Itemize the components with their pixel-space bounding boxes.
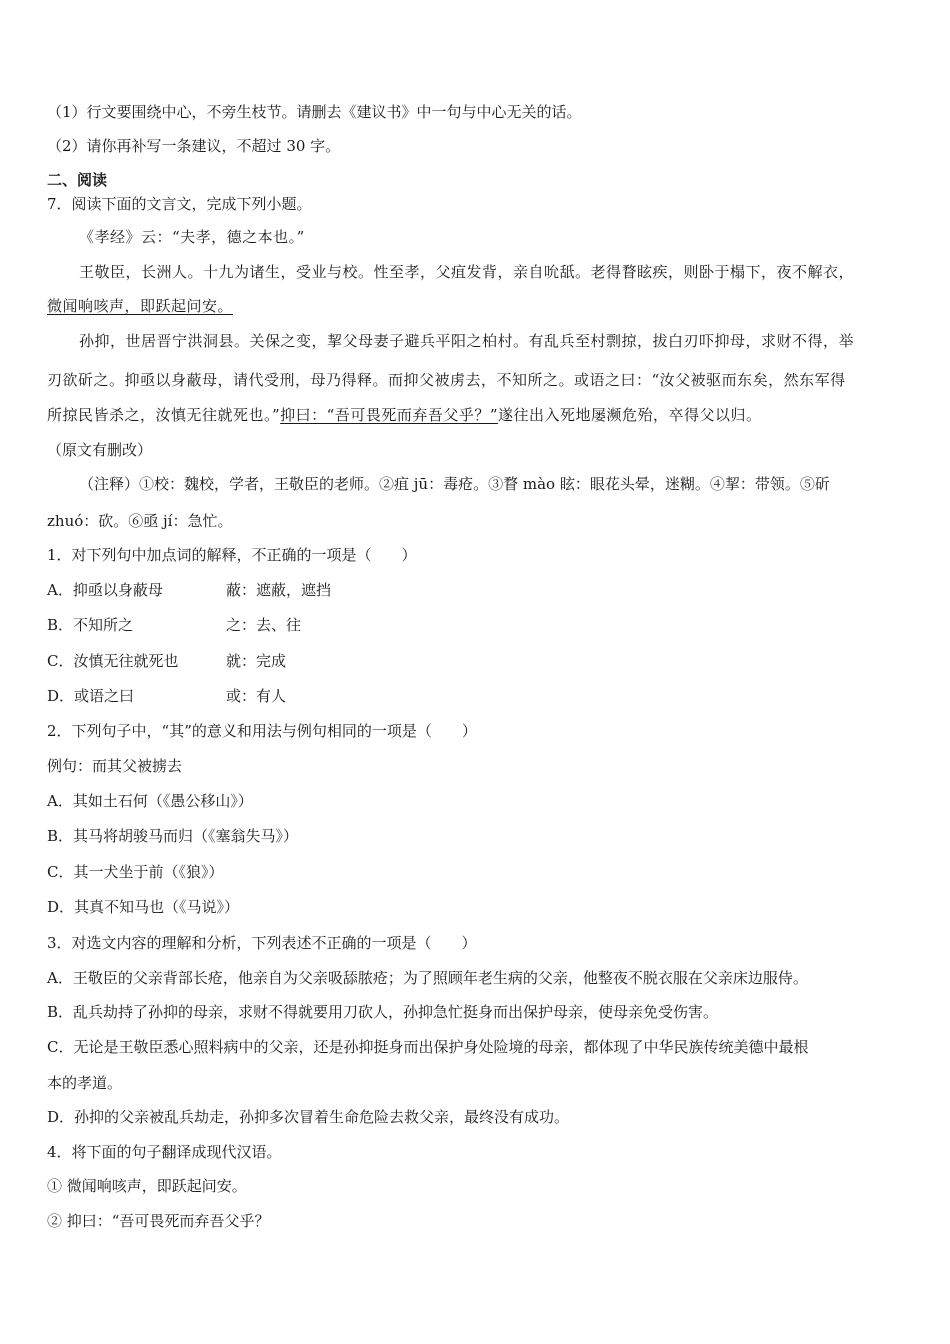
sub3-option-c-line-2: 本的孝道。 bbox=[47, 1074, 123, 1092]
sub1-option-c: C．汝慎无往就死也 bbox=[47, 652, 179, 670]
sub3-option-c-line-1: C．无论是王敬臣悉心照料病中的父亲，还是孙抑挺身而出保护身处险境的母亲，都体现了中华民族传统美德中最根 bbox=[47, 1038, 809, 1056]
sub2-example: 例句：而其父被掳去 bbox=[47, 757, 183, 775]
sub-question-2-stem: 2．下列句子中，“其”的意义和用法与例句相同的一项是（ ） bbox=[47, 722, 477, 740]
passage-sun-line-2: 刃欲斫之。抑亟以身蔽母，请代受刑，母乃得释。而抑父被虏去，不知所之。或语之曰：“汝父被驱而东矣，然东军得 bbox=[47, 371, 846, 389]
sub1-option-b-gloss: 之：去、往 bbox=[226, 616, 302, 634]
sub1-option-b: B．不知所之 bbox=[47, 616, 134, 634]
sub4-item-2: ② 抑曰：“吾可畏死而弃吾父乎？ bbox=[47, 1212, 270, 1230]
sub-question-3-stem: 3．对选文内容的理解和分析，下列表述不正确的一项是（ ） bbox=[47, 934, 477, 952]
sub1-option-a-gloss: 蔽：遮蔽，遮挡 bbox=[226, 581, 332, 599]
passage-sun-line-3 bbox=[47, 405, 762, 425]
sub3-option-d: D．孙抑的父亲被乱兵劫走，孙抑多次冒着生命危险去救父亲，最终没有成功。 bbox=[47, 1108, 570, 1126]
sub-question-4-stem: 4．将下面的句子翻译成现代汉语。 bbox=[47, 1143, 282, 1161]
passage-wang-line-2: 微闻响咳声，即跃起问安。 bbox=[47, 297, 234, 315]
sub1-option-d-gloss: 或：有人 bbox=[226, 687, 287, 705]
sub1-option-a: A．抑亟以身蔽母 bbox=[47, 581, 163, 599]
sub-question-1-stem: 1．对下列句中加点词的解释，不正确的一项是（ ） bbox=[47, 546, 417, 564]
sub2-option-a: A．其如土石何（《愚公移山》） bbox=[47, 792, 253, 810]
passage-sun-quote-underlined: 抑曰：“吾可畏死而弃吾父乎？” bbox=[280, 406, 499, 424]
sub2-option-d: D．其真不知马也（《马说》） bbox=[47, 898, 240, 916]
notes-line-1: （注释）①校：魏校，学者，王敬臣的老师。②疽 jū：毒疮。③瞀 mào 眩：眼花头晕，迷糊。④挈：带领。⑤斫 bbox=[79, 475, 830, 493]
notes-line-2: zhuó：砍。⑥亟 jí：急忙。 bbox=[47, 512, 233, 530]
passage-source: （原文有删改） bbox=[47, 441, 153, 459]
sub3-option-a: A．王敬臣的父亲背部长疮，他亲自为父亲吸舔脓疮；为了照顾年老生病的父亲，他整夜不脱衣服在父亲床边服侍。 bbox=[47, 969, 808, 987]
sub4-item-1: ① 微闻响咳声，即跃起问安。 bbox=[47, 1177, 247, 1195]
section-title: 二、阅读 bbox=[47, 171, 108, 189]
sub1-option-d: D．或语之曰 bbox=[47, 687, 135, 705]
passage-quote: 《孝经》云：“夫孝，德之本也。” bbox=[79, 228, 305, 246]
sub1-option-c-gloss: 就：完成 bbox=[226, 652, 287, 670]
sub2-option-b: B．其马将胡骏马而归（《塞翁失马》） bbox=[47, 827, 299, 845]
passage-wang-line-1: 王敬臣，长洲人。十九为诸生，受业与校。性至孝，父疽发背，亲自吮舐。老得瞀眩疾，则卧于榻下，夜不解衣， bbox=[79, 263, 855, 281]
sub2-option-c: C．其一犬坐于前（《狼》） bbox=[47, 863, 224, 881]
passage-sun-line-3-a: 所掠民皆杀之，汝慎无往就死也。” bbox=[47, 406, 281, 424]
suggestion-question-2: （2）请你再补写一条建议，不超过 30 字。 bbox=[47, 137, 341, 155]
sub3-option-b: B．乱兵劫持了孙抑的母亲，求财不得就要用刀砍人，孙抑急忙挺身而出保护母亲，使母亲免受伤害。 bbox=[47, 1003, 719, 1021]
passage-sun-line-1: 孙抑，世居晋宁洪洞县。关保之变，挈父母妻子避兵平阳之柏村。有乱兵至村剽掠，拔白刃吓抑母，求财不得，举 bbox=[79, 332, 855, 350]
passage-sun-line-3-c: 遂往出入死地屡濒危殆，卒得父以归。 bbox=[498, 406, 762, 424]
suggestion-question-1: （1）行文要围绕中心，不旁生枝节。请删去《建议书》中一句与中心无关的话。 bbox=[47, 103, 582, 121]
question-7-intro: 7．阅读下面的文言文，完成下列小题。 bbox=[47, 195, 312, 213]
